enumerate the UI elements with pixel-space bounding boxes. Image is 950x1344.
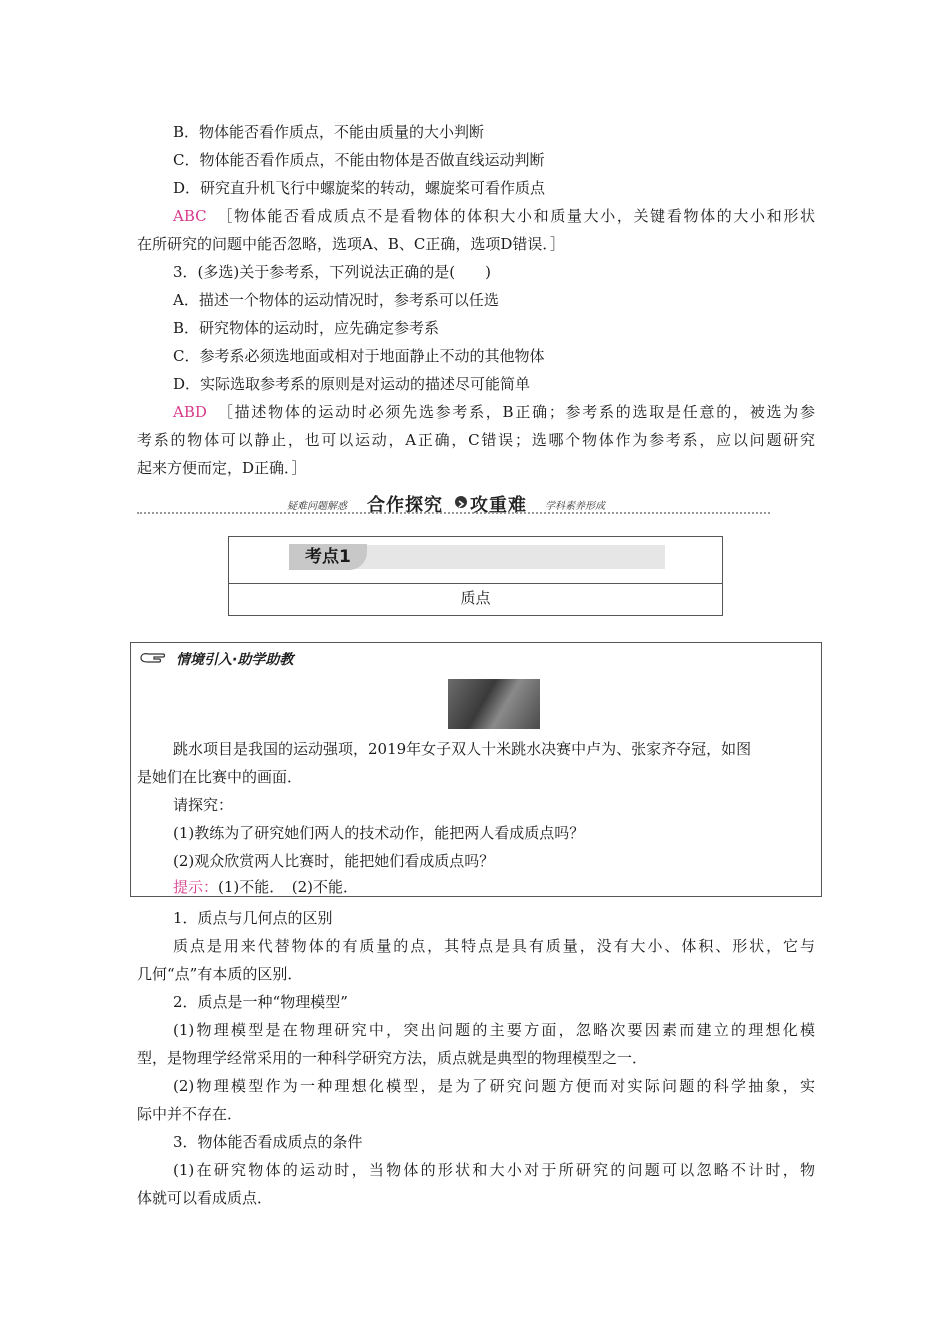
banner-arrow-icon — [455, 496, 467, 508]
hint-text: (1)不能． (2)不能． — [218, 878, 359, 896]
banner-right-text: 学科素养形成 — [545, 501, 605, 512]
point-3-sub-1-cont: 体就可以看成质点． — [137, 1189, 273, 1207]
section-banner — [137, 492, 770, 518]
scenario-question-2: (2)观众欣赏两人比赛时，能把她们看成质点吗？ — [173, 852, 495, 870]
answer-1-line — [137, 206, 815, 226]
scenario-paragraph: 跳水项目是我国的运动强项，2019年女子双人十米跳水决赛中卢为、张家齐夺冠，如图 — [173, 740, 752, 758]
banner-title: 合作探究 — [367, 495, 443, 516]
scenario-hint — [173, 877, 358, 897]
option-c-line: C．物体能否看作质点，不能由物体是否做直线运动判断 — [173, 151, 545, 169]
answer-3-end: 起来方便而定，D正确．］ — [137, 459, 307, 477]
answer-3-text: ［描述物体的运动时必须先选参考系，B正确；参考系的选取是任意的，被选为参 — [225, 403, 815, 421]
banner-left-text: 疑难问题解惑 — [287, 501, 347, 512]
kaodian-divider — [229, 583, 722, 584]
point-2-heading: 2．质点是一种“物理模型” — [173, 993, 348, 1011]
point-2-sub-2-cont: 际中并不存在． — [137, 1105, 243, 1123]
point-1-text: 质点是用来代替物体的有质量的点，其特点是具有质量，没有大小、体积、形状，它与 — [173, 937, 815, 955]
answer-3-letters: ABD — [173, 403, 207, 421]
answer-3-line — [137, 402, 815, 422]
kaodian-box — [228, 536, 723, 616]
diving-photo — [448, 679, 540, 729]
scenario-box — [130, 642, 822, 897]
answer-1-text: ［物体能否看成质点不是看物体的体积大小和质量大小，关键看物体的大小和形状 — [224, 207, 815, 225]
banner-dotted-rule — [137, 512, 770, 514]
scenario-heading: 情境引入·助学助教 — [176, 652, 294, 668]
point-1-heading: 1．质点与几何点的区别 — [173, 909, 333, 927]
kaodian-label: 考点1 — [289, 544, 367, 570]
q3-option-b: B．研究物体的运动时，应先确定参考系 — [173, 319, 440, 337]
answer-1-letters: ABC — [173, 207, 207, 225]
point-3-heading: 3．物体能否看成质点的条件 — [173, 1133, 363, 1151]
q3-option-d: D．实际选取参考系的原则是对运动的描述尽可能简单 — [173, 375, 531, 393]
q3-option-c: C．参考系必须选地面或相对于地面静止不动的其他物体 — [173, 347, 545, 365]
q3-option-a: A．描述一个物体的运动情况时，参考系可以任选 — [173, 291, 499, 309]
point-2-sub-1: (1)物理模型是在物理研究中，突出问题的主要方面，忽略次要因素而建立的理想化模 — [173, 1021, 815, 1039]
option-d-line: D．研究直升机飞行中螺旋桨的转动，螺旋桨可看作质点 — [173, 179, 546, 197]
kaodian-title: 质点 — [460, 589, 491, 607]
scenario-question-1: (1)教练为了研究她们两人的技术动作，能把两人看成质点吗？ — [173, 824, 585, 842]
point-2-sub-1-cont: 型，是物理学经常采用的一种科学研究方法，质点就是典型的物理模型之一． — [137, 1049, 648, 1067]
point-1-text-cont: 几何“点”有本质的区别． — [137, 965, 303, 983]
answer-3-continuation: 考系的物体可以静止，也可以运动，A正确，C错误；选哪个物体作为参考系，应以问题研究 — [137, 431, 815, 449]
point-2-sub-2: (2)物理模型作为一种理想化模型，是为了研究问题方便而对实际问题的科学抽象，实 — [173, 1077, 815, 1095]
hand-pointer-icon — [139, 651, 167, 665]
scenario-paragraph-cont: 是她们在比赛中的画面． — [137, 768, 303, 786]
option-b-line: B．物体能否看作质点，不能由质量的大小判断 — [173, 123, 485, 141]
question-3-stem: 3．(多选)关于参考系，下列说法正确的是( ) — [173, 263, 491, 281]
point-3-sub-1: (1)在研究物体的运动时，当物体的形状和大小对于所研究的问题可以忽略不计时，物 — [173, 1161, 815, 1179]
scenario-explore-label: 请探究： — [173, 796, 234, 814]
hint-label: 提示： — [173, 878, 219, 896]
banner-title-2: 攻重难 — [470, 495, 527, 516]
answer-1-continuation: 在所研究的问题中能否忽略，选项A、B、C正确，选项D错误．］ — [137, 235, 565, 253]
